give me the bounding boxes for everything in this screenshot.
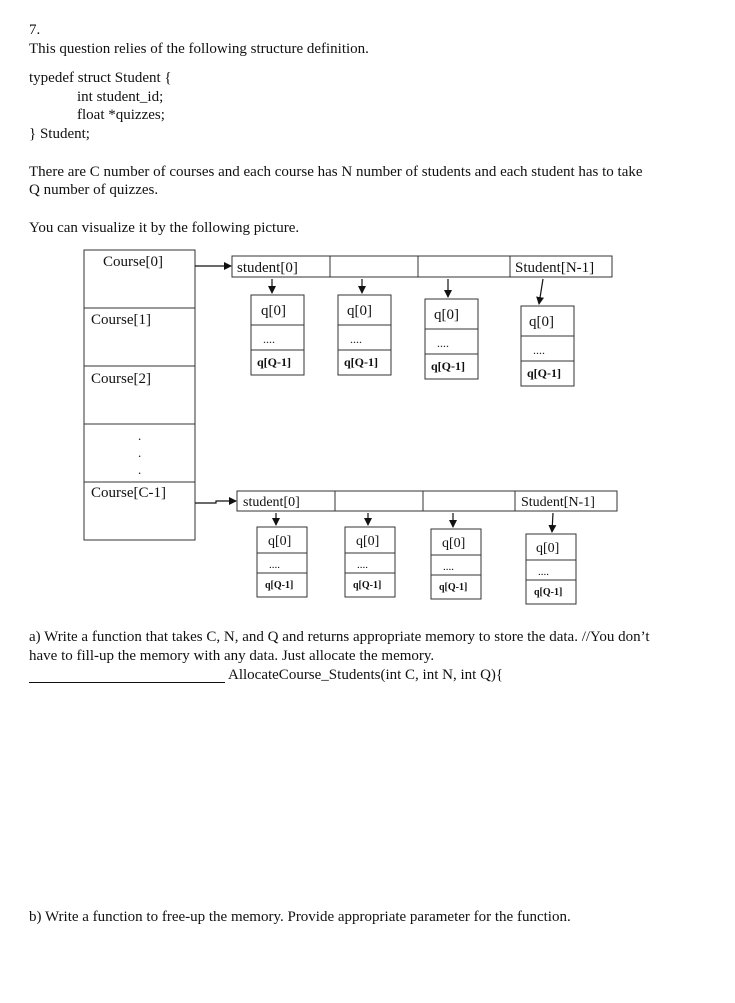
visualize-text: You can visualize it by the following picture. bbox=[29, 220, 300, 236]
quiz-dots-label: .... bbox=[357, 559, 368, 571]
quiz-last-label: q[Q-1] bbox=[534, 587, 563, 598]
quiz-last-label: q[Q-1] bbox=[527, 366, 561, 380]
question-intro: This question relies of the following structure definition. bbox=[29, 41, 369, 57]
quiz-first-label: q[0] bbox=[536, 541, 560, 556]
arrow-courseC-to-students bbox=[195, 501, 236, 503]
course-label-0: Course[0] bbox=[103, 254, 163, 270]
quiz-first-label: q[0] bbox=[261, 303, 286, 319]
course-dot-3: . bbox=[138, 462, 142, 477]
quiz-dots-label: .... bbox=[443, 561, 454, 573]
quiz-first-label: q[0] bbox=[356, 534, 380, 549]
course-dot-1: . bbox=[138, 428, 142, 443]
quiz-last-label: q[Q-1] bbox=[431, 359, 465, 373]
quiz-first-label: q[0] bbox=[529, 314, 554, 330]
quiz-last-label: q[Q-1] bbox=[344, 355, 378, 369]
course-dot-2: . bbox=[138, 445, 142, 460]
quiz-last-label: q[Q-1] bbox=[353, 580, 382, 591]
course-label-last: Course[C-1] bbox=[91, 485, 166, 501]
quiz-last-label: q[Q-1] bbox=[257, 355, 291, 369]
quiz-dots-label: .... bbox=[269, 559, 280, 571]
student-first-top: student[0] bbox=[237, 260, 298, 276]
part-a-line-2: have to fill-up the memory with any data. Just allocate the memory. bbox=[29, 648, 435, 664]
quiz-dots-label: .... bbox=[263, 332, 275, 346]
question-number: 7. bbox=[29, 22, 41, 38]
part-a-line-1: a) Write a function that takes C, N, and Q and returns appropriate memory to store the data. //You don’t bbox=[29, 629, 650, 645]
part-b-text: b) Write a function to free-up the memory. Provide appropriate parameter for the function. bbox=[29, 909, 571, 925]
quiz-first-label: q[0] bbox=[347, 303, 372, 319]
course-label-2: Course[2] bbox=[91, 371, 151, 387]
code-line-2: int student_id; bbox=[77, 89, 164, 105]
quiz-dots-label: .... bbox=[533, 343, 545, 357]
student-last-top: Student[N-1] bbox=[515, 260, 595, 276]
code-line-4: } Student; bbox=[29, 126, 90, 142]
quiz-dots-label: .... bbox=[350, 332, 362, 346]
function-signature: AllocateCourse_Students(int C, int N, int Q){ bbox=[228, 667, 504, 683]
quiz-first-label: q[0] bbox=[434, 307, 459, 323]
description-line-2: Q number of quizzes. bbox=[29, 182, 159, 198]
quiz-dots-label: .... bbox=[538, 566, 549, 578]
return-type-blank[interactable] bbox=[29, 682, 225, 683]
student-first-bottom: student[0] bbox=[243, 495, 300, 510]
course-label-1: Course[1] bbox=[91, 312, 151, 328]
description-line-1: There are C number of courses and each course has N number of students and each student has to take bbox=[29, 164, 643, 180]
code-line-3: float *quizzes; bbox=[77, 107, 165, 123]
quiz-dots-label: .... bbox=[437, 336, 449, 350]
quiz-first-label: q[0] bbox=[442, 536, 466, 551]
quiz-first-label: q[0] bbox=[268, 534, 292, 549]
code-line-1: typedef struct Student { bbox=[29, 70, 172, 86]
student-last-bottom: Student[N-1] bbox=[521, 495, 595, 510]
quiz-last-label: q[Q-1] bbox=[439, 582, 468, 593]
quiz-last-label: q[Q-1] bbox=[265, 580, 294, 591]
